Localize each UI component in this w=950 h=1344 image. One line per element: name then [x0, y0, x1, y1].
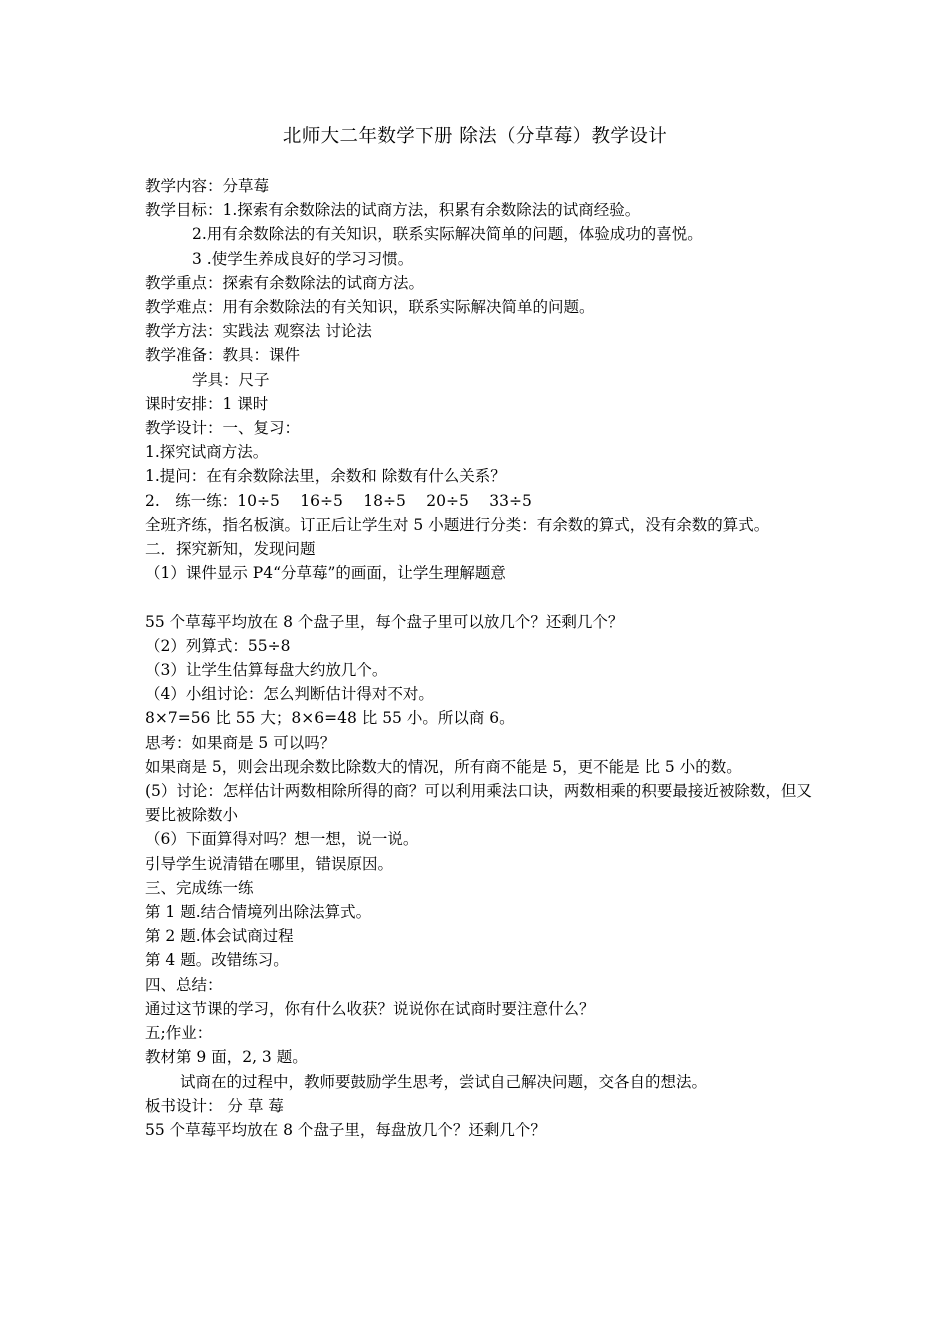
text-line: 1.提问：在有余数除法里，余数和 除数有什么关系？: [145, 467, 506, 486]
blank-line: [145, 585, 815, 609]
text-line: 五;作业：: [145, 1024, 213, 1043]
document-body: [145, 174, 815, 1142]
text-line: 教学重点：探索有余数除法的试商方法。: [145, 273, 425, 292]
text-line: 教学内容：分草莓: [145, 177, 270, 195]
text-line: 引导学生说清错在哪里，错误原因。: [145, 854, 394, 873]
document-title: 北师大二年数学下册 除法（分草莓）教学设计: [282, 126, 668, 147]
text-line: （4）小组讨论：怎么判断估计得对不对。: [145, 685, 434, 704]
text-line: 全班齐练，指名板演。订正后让学生对 5 小题进行分类：有余数的算式，没有余数的算式。: [145, 515, 770, 534]
text-line: 55 个草莓平均放在 8 个盘子里，每个盘子里可以放几个？还剩几个？: [145, 612, 624, 631]
text-line: 通过这节课的学习，你有什么收获？说说你在试商时要注意什么？: [145, 999, 595, 1018]
text-line: 试商在的过程中，教师要鼓励学生思考，尝试自己解决问题，交各自的想法。: [180, 1072, 708, 1091]
text-line: 思考：如果商是 5 可以吗？: [145, 733, 336, 752]
text-line: 3 .使学生养成良好的学习习惯。: [192, 249, 414, 268]
text-line: 教学准备：教具：课件: [145, 346, 301, 365]
text-line: 二．探究新知，发现问题: [145, 540, 316, 559]
text-line: 第 1 题.结合情境列出除法算式。: [145, 903, 372, 922]
text-line: 四、总结：: [145, 975, 223, 994]
text-line: 第 2 题.体会试商过程: [145, 927, 294, 946]
text-line: （2）列算式：55÷8: [145, 636, 291, 655]
text-line: 8×7=56 比 55 大；8×6=48 比 55 小。所以商 6。: [145, 709, 515, 728]
text-line: 55 个草莓平均放在 8 个盘子里，每盘放几个？还剩几个？: [145, 1120, 546, 1139]
text-line: (5）讨论：怎样估计两数相除所得的商？可以利用乘法口诀，两数相乘的积要最接近被除数，但又要比被除数小: [145, 782, 812, 825]
text-line: 教学方法：实践法 观察法 讨论法: [145, 322, 372, 341]
text-line: （6）下面算得对吗？想一想，说一说。: [145, 830, 419, 849]
text-line: 课时安排：1 课时: [145, 394, 269, 413]
text-line: 2. 练一练：10÷5 16÷5 18÷5 20÷5 33÷5: [145, 491, 532, 510]
text-line: 教材第 9 面，2, 3 题。: [145, 1048, 308, 1067]
text-line: 教学目标：1.探索有余数除法的试商方法，积累有余数除法的试商经验。: [145, 201, 641, 220]
text-line: 三、完成练一练: [145, 878, 254, 897]
text-line: 板书设计： 分 草 莓: [145, 1096, 284, 1115]
text-line: 如果商是 5，则会出现余数比除数大的情况，所有商不能是 5，更不能是 比 5 小的数。: [145, 757, 742, 776]
text-line: （3）让学生估算每盘大约放几个。: [145, 661, 388, 680]
text-line: 教学设计：一、复习：: [145, 419, 301, 438]
text-line: 学具：尺子: [192, 370, 270, 389]
text-line: 第 4 题。改错练习。: [145, 951, 289, 970]
text-line: 1.探究试商方法。: [145, 443, 269, 462]
text-line: 2.用有余数除法的有关知识，联系实际解决简单的问题，体验成功的喜悦。: [192, 225, 703, 244]
text-line: （1）课件显示 P4“分草莓”的画面，让学生理解题意: [145, 564, 506, 583]
text-line: 教学难点：用有余数除法的有关知识，联系实际解决简单的问题。: [145, 298, 595, 317]
